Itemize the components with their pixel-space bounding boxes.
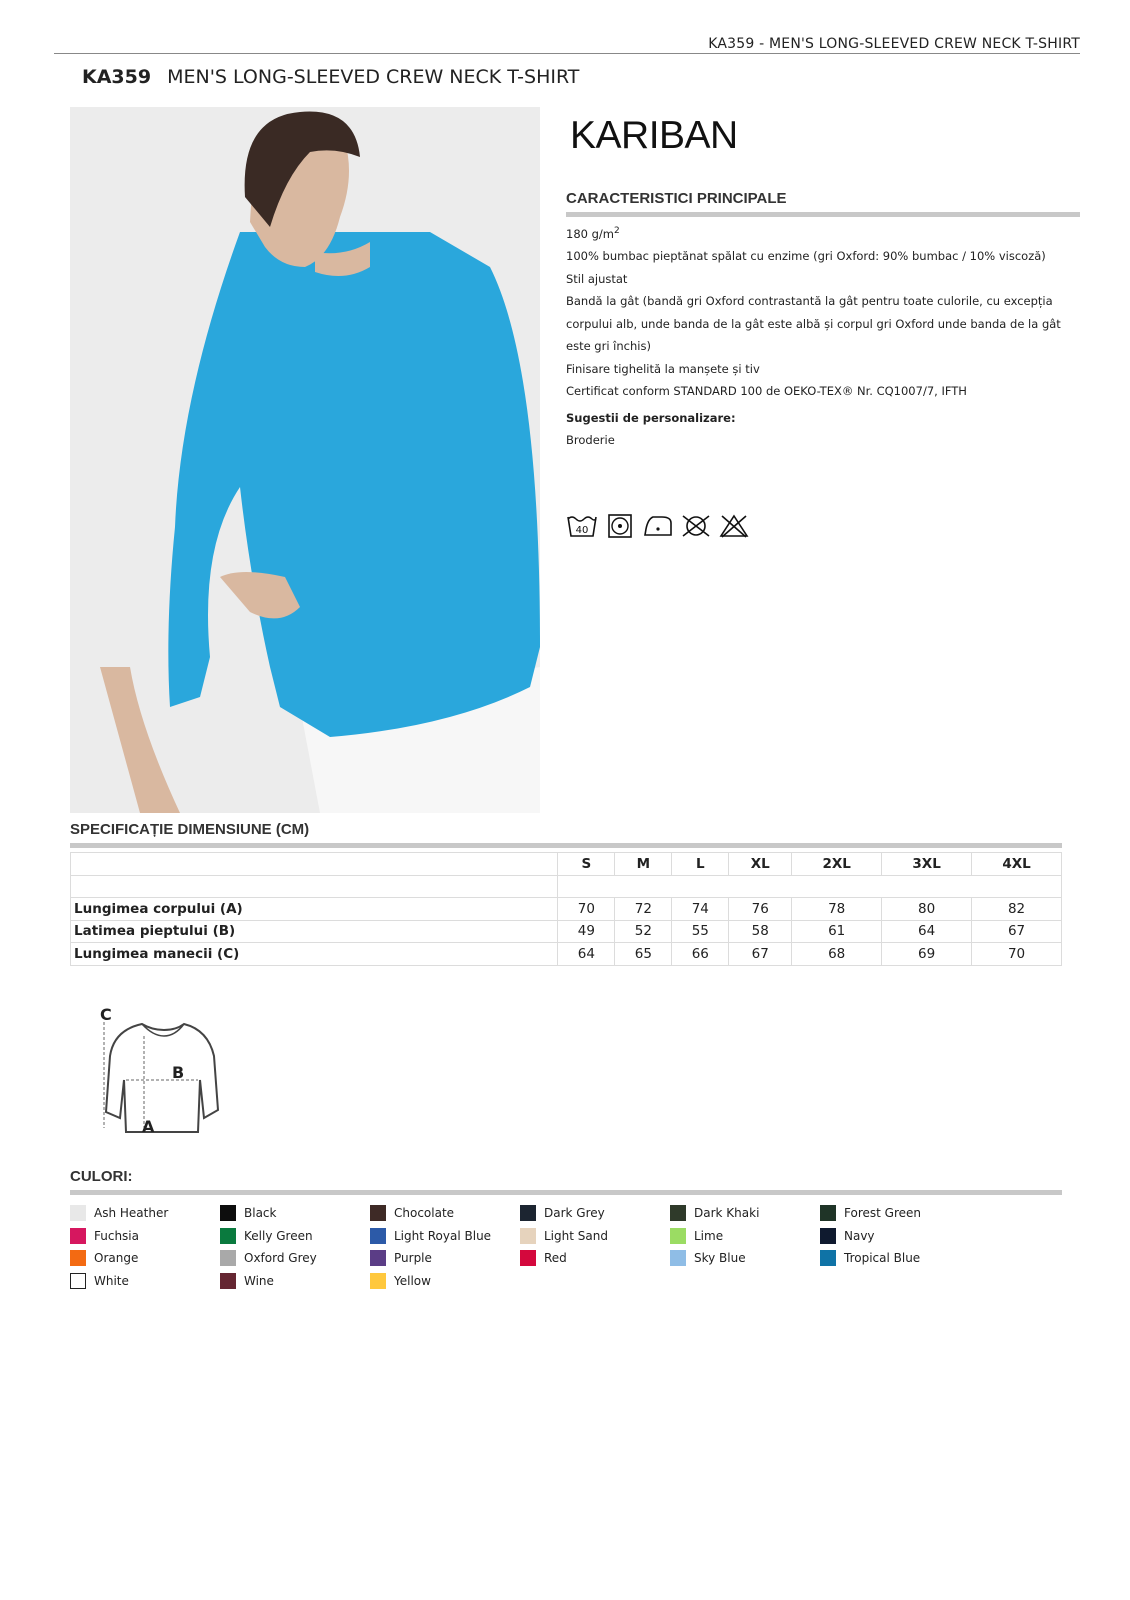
table-cell: 61	[792, 920, 882, 943]
table-cell: 52	[615, 920, 672, 943]
color-item	[70, 1273, 220, 1289]
color-name: Orange	[94, 1251, 139, 1265]
customization-value: Broderie	[566, 433, 615, 448]
color-name: Lime	[694, 1228, 724, 1243]
table-row	[71, 920, 1062, 943]
table-cell: 78	[792, 898, 882, 921]
color-swatch	[820, 1250, 836, 1266]
size-header: 4XL	[972, 853, 1062, 876]
size-header: L	[672, 853, 729, 876]
color-name: Light Royal Blue	[394, 1228, 492, 1243]
color-swatch	[670, 1228, 686, 1244]
no-bleach-icon	[718, 513, 750, 539]
product-photo	[70, 107, 540, 813]
color-swatch	[520, 1250, 536, 1266]
characteristics-rule	[566, 212, 1080, 217]
color-name: Chocolate	[394, 1206, 455, 1220]
color-name: Black	[244, 1206, 277, 1220]
color-swatch	[670, 1250, 686, 1266]
color-name: Ash Heather	[94, 1206, 169, 1220]
color-item	[370, 1250, 520, 1266]
svg-text:40: 40	[575, 525, 589, 536]
color-item	[520, 1228, 670, 1244]
color-item	[670, 1250, 820, 1266]
characteristics-title: CARACTERISTICI PRINCIPALE	[566, 190, 787, 207]
color-name: Forest Green	[844, 1206, 921, 1220]
color-grid	[70, 1205, 970, 1289]
color-item	[520, 1205, 670, 1221]
iron-low-icon	[642, 513, 674, 539]
color-name: Navy	[844, 1228, 875, 1243]
row-label: Lungimea manecii (C)	[71, 943, 558, 966]
feature-line: Stil ajustat	[566, 271, 628, 286]
size-header: M	[615, 853, 672, 876]
color-swatch	[220, 1205, 236, 1221]
color-item	[220, 1250, 370, 1266]
color-item	[220, 1228, 370, 1244]
table-cell: 72	[615, 898, 672, 921]
size-spec-title: SPECIFICAȚIE DIMENSIUNE (CM)	[70, 821, 310, 838]
color-item	[70, 1205, 220, 1221]
product-code: KA359	[82, 66, 152, 88]
product-name: MEN'S LONG-SLEEVED CREW NECK T-SHIRT	[167, 66, 580, 88]
no-dry-clean-icon	[680, 513, 712, 539]
color-name: Purple	[394, 1251, 432, 1265]
table-cell: 64	[558, 943, 615, 966]
running-header	[54, 34, 1080, 54]
color-swatch	[520, 1205, 536, 1221]
row-label: Latimea pieptului (B)	[71, 920, 558, 943]
table-cell: 67	[729, 943, 792, 966]
color-swatch	[370, 1273, 386, 1289]
color-swatch	[70, 1273, 86, 1289]
color-item	[220, 1205, 370, 1221]
label-c: C	[100, 1005, 112, 1024]
table-cell: 64	[882, 920, 972, 943]
size-header: XL	[729, 853, 792, 876]
color-swatch	[220, 1250, 236, 1266]
color-swatch	[670, 1205, 686, 1221]
table-cell: 80	[882, 898, 972, 921]
color-item	[670, 1228, 820, 1244]
care-icons	[566, 513, 750, 539]
characteristics-list	[566, 220, 1086, 452]
table-row	[71, 943, 1062, 966]
color-swatch	[370, 1205, 386, 1221]
customization-title: Sugestii de personalizare:	[566, 410, 736, 425]
color-swatch	[370, 1250, 386, 1266]
label-a: A	[142, 1117, 155, 1136]
feature-weight: 180 $g/m^2$	[566, 226, 620, 241]
color-item	[820, 1250, 970, 1266]
size-header: 2XL	[792, 853, 882, 876]
wash-40-icon	[566, 513, 598, 539]
page-title	[82, 66, 579, 88]
color-name: Light Sand	[544, 1228, 608, 1243]
size-spacer-row	[71, 875, 1062, 898]
table-cell: 70	[558, 898, 615, 921]
table-cell: 82	[972, 898, 1062, 921]
table-cell: 58	[729, 920, 792, 943]
color-item	[670, 1205, 820, 1221]
color-item	[70, 1250, 220, 1266]
size-spec-rule	[70, 843, 1062, 848]
table-row	[71, 898, 1062, 921]
color-name: Tropical Blue	[844, 1251, 921, 1265]
measurement-diagram	[96, 1000, 226, 1150]
color-swatch	[370, 1228, 386, 1244]
color-swatch	[70, 1250, 86, 1266]
table-cell: 74	[672, 898, 729, 921]
color-name: Dark Grey	[544, 1206, 605, 1220]
table-cell: 66	[672, 943, 729, 966]
color-name: White	[94, 1273, 129, 1288]
color-item	[70, 1228, 220, 1244]
size-header-row	[71, 853, 1062, 876]
color-item	[820, 1228, 970, 1244]
brand-logo: KARIBAN	[570, 114, 738, 157]
label-b: B	[172, 1063, 185, 1082]
row-label: Lungimea corpului (A)	[71, 898, 558, 921]
running-title: KA359 - MEN'S LONG-SLEEVED CREW NECK T-SHIRT	[708, 36, 1080, 52]
color-swatch	[220, 1228, 236, 1244]
size-header: S	[558, 853, 615, 876]
size-table	[70, 852, 1062, 966]
table-cell: 68	[792, 943, 882, 966]
feature-line: Bandă la gât (bandă gri Oxford contrastantă la gât pentru toate culorile, cu excepția corpului alb, unde banda de la gât este albă și corpul gri Oxford unde banda de la gât este gri închis)	[566, 294, 1061, 354]
colors-title: CULORI:	[70, 1168, 133, 1185]
color-swatch	[220, 1273, 236, 1289]
color-name: Yellow	[394, 1273, 431, 1288]
table-cell: 76	[729, 898, 792, 921]
size-header: 3XL	[882, 853, 972, 876]
color-name: Kelly Green	[244, 1228, 313, 1243]
table-cell: 67	[972, 920, 1062, 943]
table-cell: 69	[882, 943, 972, 966]
color-item	[220, 1273, 370, 1289]
tumble-dry-icon	[604, 513, 636, 539]
color-item	[370, 1205, 520, 1221]
colors-rule	[70, 1190, 1062, 1195]
color-swatch	[70, 1205, 86, 1221]
color-swatch	[820, 1205, 836, 1221]
color-name: Dark Khaki	[694, 1206, 760, 1220]
model-illustration	[70, 107, 540, 813]
feature-line: Finisare tighelită la manșete și tiv	[566, 361, 760, 376]
color-item	[370, 1228, 520, 1244]
table-cell: 65	[615, 943, 672, 966]
shirt-outline-icon	[96, 1000, 226, 1150]
color-swatch	[820, 1228, 836, 1244]
table-cell: 49	[558, 920, 615, 943]
color-item	[520, 1250, 670, 1266]
feature-line: Certificat conform STANDARD 100 de OEKO-TEX® Nr. CQ1007/7, IFTH	[566, 384, 967, 399]
color-swatch	[520, 1228, 536, 1244]
color-item	[370, 1273, 520, 1289]
table-cell: 55	[672, 920, 729, 943]
color-name: Wine	[244, 1273, 274, 1288]
color-name: Sky Blue	[694, 1251, 746, 1265]
color-name: Oxford Grey	[244, 1251, 317, 1265]
color-item	[820, 1205, 970, 1221]
color-name: Red	[544, 1251, 567, 1265]
table-cell: 70	[972, 943, 1062, 966]
color-name: Fuchsia	[94, 1228, 139, 1243]
color-swatch	[70, 1228, 86, 1244]
feature-line: 100% bumbac pieptănat spălat cu enzime (gri Oxford: 90% bumbac / 10% viscoză)	[566, 249, 1046, 264]
